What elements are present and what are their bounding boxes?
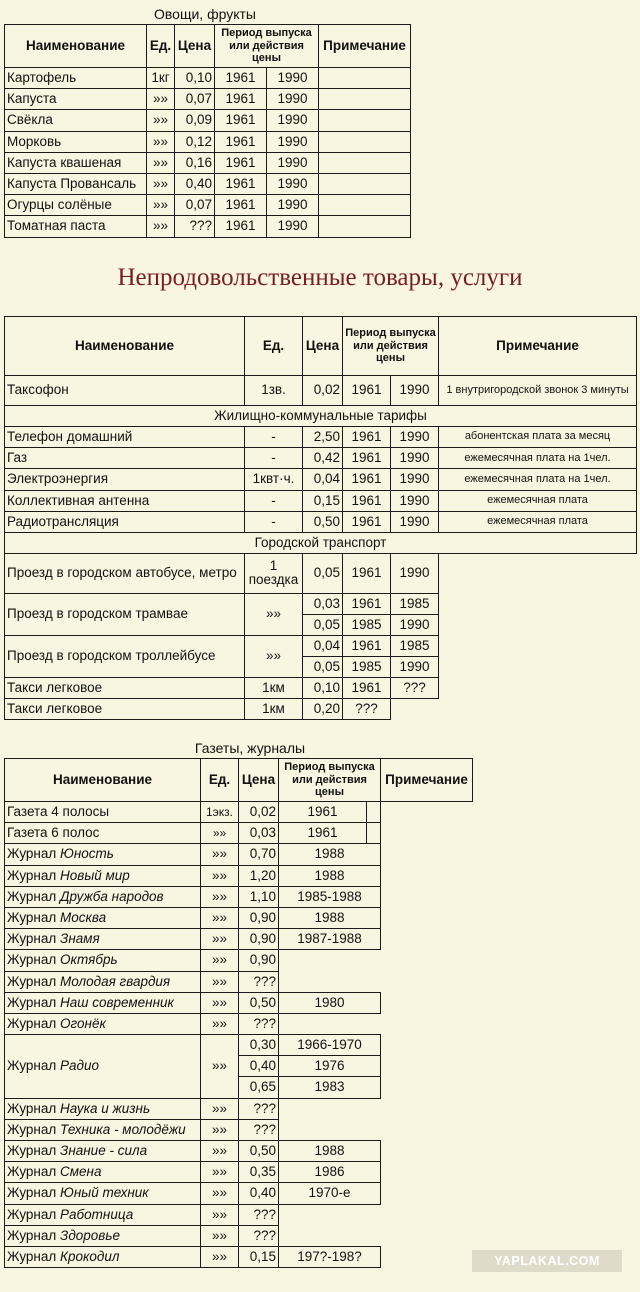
item-unit: 1квт·ч. (245, 469, 303, 490)
item-unit: »» (147, 216, 175, 237)
header-note: Примечание (381, 759, 473, 802)
item-note: ежемесячная плата на 1чел. (439, 469, 637, 490)
period-start: 1961 (343, 511, 391, 532)
header-period: Период выпуска или действия цены (215, 25, 319, 68)
item-name: Таксофон (5, 376, 245, 406)
item-name: Проезд в городском трамвае (5, 593, 245, 635)
journal-title: Октябрь (60, 952, 118, 968)
journal-prefix: Журнал (7, 1248, 57, 1264)
section-row (5, 406, 637, 427)
item-price: ??? (239, 1204, 279, 1225)
item-price: 0,35 (239, 1162, 279, 1183)
journal-name (5, 1119, 201, 1140)
item-unit: 1зв. (245, 376, 303, 406)
period-end: 1990 (267, 152, 319, 173)
food-price-table (4, 24, 411, 238)
empty-note (381, 802, 473, 1268)
empty-cell (279, 1098, 381, 1119)
period-end: 1990 (267, 216, 319, 237)
item-note: 1 внутригородской звонок 3 минуты (439, 376, 637, 406)
item-price: 2,50 (303, 427, 343, 448)
period-end: 1990 (391, 614, 439, 635)
section-row (5, 532, 637, 553)
period-end: 1990 (267, 131, 319, 152)
journal-prefix: Журнал (7, 1185, 57, 1201)
item-unit: »» (147, 173, 175, 194)
period: 1985-1988 (279, 886, 381, 907)
item-price: 0,70 (239, 844, 279, 865)
section-title: Жилищно-коммунальные тарифы (5, 406, 637, 427)
period-start: 1961 (215, 216, 267, 237)
item-unit: »» (201, 844, 239, 865)
item-name: Коллективная антенна (5, 490, 245, 511)
period: 1976 (279, 1056, 381, 1077)
header-row (5, 759, 473, 802)
period: 1966-1970 (279, 1035, 381, 1056)
journal-prefix: Журнал (7, 994, 57, 1010)
empty-cell (279, 1119, 381, 1140)
item-unit: »» (201, 907, 239, 928)
item-price: 1,10 (239, 886, 279, 907)
period-start: 1961 (215, 152, 267, 173)
table-row (5, 89, 411, 110)
item-name: Огурцы солёные (5, 195, 147, 216)
item-price: 0,20 (303, 698, 343, 719)
item-unit: »» (147, 195, 175, 216)
empty-cell (391, 698, 439, 719)
item-unit: »» (201, 886, 239, 907)
item-note (319, 68, 411, 89)
period-end: 1990 (267, 195, 319, 216)
item-price: 0,10 (175, 68, 215, 89)
item-unit: 1км (245, 698, 303, 719)
period-start: 1961 (343, 427, 391, 448)
item-unit: »» (201, 865, 239, 886)
period-end: 1990 (391, 448, 439, 469)
period: 1961 (279, 823, 367, 844)
item-note (319, 216, 411, 237)
header-name: Наименование (5, 317, 245, 376)
period-end: 1990 (391, 511, 439, 532)
item-price: 0,50 (303, 511, 343, 532)
item-price: 0,40 (239, 1056, 279, 1077)
press-caption: Газеты, журналы (194, 740, 306, 756)
journal-title: Юный техник (60, 1185, 149, 1201)
item-price: 0,50 (239, 1141, 279, 1162)
item-name: Капуста квашеная (5, 152, 147, 173)
item-unit: »» (201, 1204, 239, 1225)
period: 1987-1988 (279, 929, 381, 950)
item-unit: »» (201, 1162, 239, 1183)
table-row (5, 553, 637, 593)
item-price: 0,07 (175, 89, 215, 110)
journal-title: Наука и жизнь (60, 1100, 151, 1116)
journal-title: Наш современник (60, 994, 174, 1010)
period-end: 1985 (391, 593, 439, 614)
period-end: 1990 (267, 89, 319, 110)
period-end: 1990 (391, 490, 439, 511)
item-unit: »» (147, 89, 175, 110)
item-unit: »» (201, 1183, 239, 1204)
journal-title: Юность (60, 846, 114, 862)
table-row (5, 195, 411, 216)
period-end: 1990 (391, 553, 439, 593)
item-price: 0,04 (303, 635, 343, 656)
period-start: 1961 (343, 448, 391, 469)
table-row (5, 427, 637, 448)
journal-prefix: Журнал (7, 1058, 57, 1074)
journal-name (5, 1246, 201, 1267)
journal-name (5, 929, 201, 950)
period-start: ??? (343, 698, 391, 719)
header-unit: Ед. (147, 25, 175, 68)
item-note: ежемесячная плата на 1чел. (439, 448, 637, 469)
item-note: ежемесячная плата (439, 490, 637, 511)
period-start: 1961 (343, 553, 391, 593)
item-price: 0,90 (239, 907, 279, 928)
header-row (5, 25, 411, 68)
item-name: Капуста (5, 89, 147, 110)
period: 1988 (279, 844, 381, 865)
journal-title: Огонёк (60, 1015, 106, 1031)
header-note: Примечание (439, 317, 637, 376)
header-price: Цена (239, 759, 279, 802)
item-unit: - (245, 490, 303, 511)
item-note (319, 110, 411, 131)
period-end: 1990 (391, 656, 439, 677)
item-note (319, 195, 411, 216)
period: 1961 (279, 802, 367, 823)
journal-name (5, 1035, 201, 1099)
period-start: 1961 (215, 89, 267, 110)
item-name: Томатная паста (5, 216, 147, 237)
item-name: Радиотрансляция (5, 511, 245, 532)
period-end: 1990 (267, 173, 319, 194)
header-name: Наименование (5, 759, 201, 802)
header-name: Наименование (5, 25, 147, 68)
table-row (5, 131, 411, 152)
item-unit: »» (201, 971, 239, 992)
period-start: 1961 (215, 195, 267, 216)
watermark-logo: YAPLAKAL.COM (472, 1250, 622, 1272)
period-extra (367, 802, 381, 823)
journal-title: Новый мир (60, 867, 130, 883)
period-start: 1961 (215, 110, 267, 131)
item-unit: »» (147, 110, 175, 131)
item-price: ??? (239, 1225, 279, 1246)
food-caption: Овощи, фрукты (154, 6, 256, 22)
journal-prefix: Журнал (7, 846, 57, 862)
journal-title: Молодая гвардия (60, 973, 171, 989)
item-unit: »» (201, 1119, 239, 1140)
item-note: ежемесячная плата (439, 511, 637, 532)
period: 1988 (279, 865, 381, 886)
header-row (5, 317, 637, 376)
table-row (5, 448, 637, 469)
item-unit: - (245, 427, 303, 448)
item-unit: »» (245, 593, 303, 635)
journal-prefix: Журнал (7, 931, 57, 947)
item-unit: »» (147, 131, 175, 152)
item-name: Такси легковое (5, 677, 245, 698)
table-row (5, 110, 411, 131)
period-start: 1961 (343, 677, 391, 698)
item-price: 0,90 (239, 950, 279, 971)
journal-name (5, 1183, 201, 1204)
item-price: 0,05 (303, 553, 343, 593)
period-start: 1961 (215, 173, 267, 194)
journal-prefix: Журнал (7, 1227, 57, 1243)
journal-prefix: Журнал (7, 888, 57, 904)
item-unit: »» (201, 823, 239, 844)
item-name: Такси легковое (5, 698, 245, 719)
item-price: ??? (239, 1119, 279, 1140)
empty-cell (279, 950, 381, 971)
period: 1988 (279, 1141, 381, 1162)
item-price: 0,40 (175, 173, 215, 194)
journal-prefix: Журнал (7, 1143, 57, 1158)
period-end: 1985 (391, 635, 439, 656)
journal-title: Смена (60, 1164, 102, 1180)
table-row (5, 216, 411, 237)
period-start: 1961 (343, 593, 391, 614)
item-price: 0,02 (239, 802, 279, 823)
item-unit: »» (201, 992, 239, 1013)
header-period: Период выпуска или действия цены (279, 759, 381, 802)
journal-name (5, 865, 201, 886)
item-unit: - (245, 448, 303, 469)
item-unit: 1кг (147, 68, 175, 89)
item-unit: »» (201, 950, 239, 971)
header-price: Цена (175, 25, 215, 68)
journal-name (5, 1013, 201, 1034)
item-price: 0,03 (239, 823, 279, 844)
period-start: 1961 (215, 68, 267, 89)
empty-cell (279, 1204, 381, 1225)
journal-title: Работница (60, 1206, 134, 1222)
journal-name (5, 1098, 201, 1119)
journal-prefix: Журнал (7, 973, 57, 989)
item-unit: »» (201, 1246, 239, 1267)
item-note (319, 152, 411, 173)
period-start: 1961 (215, 131, 267, 152)
item-price: 0,15 (239, 1246, 279, 1267)
journal-prefix: Журнал (7, 909, 57, 925)
period-start: 1961 (343, 469, 391, 490)
journal-name (5, 950, 201, 971)
header-unit: Ед. (201, 759, 239, 802)
period-start: 1985 (343, 614, 391, 635)
journal-title: Радио (60, 1058, 100, 1074)
period-start: 1961 (343, 490, 391, 511)
table-row (5, 469, 637, 490)
item-price: 1,20 (239, 865, 279, 886)
journal-prefix: Журнал (7, 1100, 57, 1116)
item-unit: 1экз. (201, 802, 239, 823)
journal-prefix: Журнал (7, 952, 57, 968)
item-unit: - (245, 511, 303, 532)
header-price: Цена (303, 317, 343, 376)
item-name: Электроэнергия (5, 469, 245, 490)
item-price: 0,09 (175, 110, 215, 131)
item-price: 0,90 (239, 929, 279, 950)
table-row (5, 802, 473, 823)
journal-name (5, 1204, 201, 1225)
table-row (5, 490, 637, 511)
journal-title: Дружба народов (60, 888, 164, 904)
item-price: 0,15 (303, 490, 343, 511)
period: 1980 (279, 992, 381, 1013)
item-price: 0,16 (175, 152, 215, 173)
table-row (5, 152, 411, 173)
item-name: Газета 6 полос (5, 823, 201, 844)
table-row (5, 68, 411, 89)
period-end: ??? (391, 677, 439, 698)
item-unit: »» (201, 1141, 239, 1162)
journal-name (5, 992, 201, 1013)
item-note (319, 173, 411, 194)
journal-name (5, 1225, 201, 1246)
item-price: 0,10 (303, 677, 343, 698)
item-price: 0,03 (303, 593, 343, 614)
journal-prefix: Журнал (7, 1164, 57, 1180)
item-note (319, 131, 411, 152)
period-end: 1990 (391, 469, 439, 490)
item-price: 0,04 (303, 469, 343, 490)
nonfood-title: Непродовольственные товары, услуги (117, 264, 523, 291)
journal-prefix: Журнал (7, 1015, 57, 1031)
item-price: ??? (239, 1098, 279, 1119)
journal-prefix: Журнал (7, 1206, 57, 1222)
journal-title: Здоровье (60, 1227, 120, 1243)
journal-title: Техника - молодёжи (60, 1121, 186, 1137)
item-unit: 1 поездка (245, 553, 303, 593)
header-unit: Ед. (245, 317, 303, 376)
period-extra (367, 823, 381, 844)
item-note: абонентская плата за месяц (439, 427, 637, 448)
header-period: Период выпуска или действия цены (343, 317, 439, 376)
table-row (5, 173, 411, 194)
item-name: Свёкла (5, 110, 147, 131)
journal-name (5, 1141, 201, 1162)
empty-note (439, 553, 637, 719)
journal-name (5, 886, 201, 907)
journal-name (5, 907, 201, 928)
period-end: 1990 (267, 110, 319, 131)
item-name: Телефон домашний (5, 427, 245, 448)
item-name: Проезд в городском автобусе, метро (5, 553, 245, 593)
period-start: 1985 (343, 656, 391, 677)
item-unit: »» (201, 1013, 239, 1034)
period-start: 1961 (343, 635, 391, 656)
item-price: ??? (239, 971, 279, 992)
item-price: ??? (175, 216, 215, 237)
item-price: 0,05 (303, 614, 343, 635)
journal-title: Крокодил (60, 1248, 120, 1264)
item-price: 0,42 (303, 448, 343, 469)
empty-cell (279, 1013, 381, 1034)
period-end: 1990 (391, 427, 439, 448)
journal-name (5, 971, 201, 992)
section-title: Городской транспорт (5, 532, 637, 553)
period: 1970-е (279, 1183, 381, 1204)
period-end: 1990 (391, 376, 439, 406)
journal-title: Знамя (60, 931, 100, 947)
item-price: 0,40 (239, 1183, 279, 1204)
nonfood-price-table (4, 316, 637, 720)
item-unit: »» (245, 635, 303, 677)
item-unit: »» (201, 1035, 239, 1099)
item-name: Морковь (5, 131, 147, 152)
item-price: 0,65 (239, 1077, 279, 1098)
table-row (5, 511, 637, 532)
period: 1986 (279, 1162, 381, 1183)
journal-title: Знание - сила (60, 1143, 148, 1158)
empty-cell (279, 1225, 381, 1246)
item-price: 0,30 (239, 1035, 279, 1056)
header-note: Примечание (319, 25, 411, 68)
journal-name (5, 844, 201, 865)
item-unit: »» (201, 929, 239, 950)
item-price: 0,05 (303, 656, 343, 677)
item-name: Капуста Провансаль (5, 173, 147, 194)
press-price-table (4, 758, 473, 1268)
journal-name (5, 1162, 201, 1183)
journal-title: Москва (60, 909, 107, 925)
table-row (5, 376, 637, 406)
item-name: Картофель (5, 68, 147, 89)
item-price: 0,07 (175, 195, 215, 216)
item-name: Газета 4 полосы (5, 802, 201, 823)
item-unit: 1км (245, 677, 303, 698)
item-unit: »» (201, 1098, 239, 1119)
journal-prefix: Журнал (7, 1121, 57, 1137)
item-unit: »» (201, 1225, 239, 1246)
period-start: 1961 (343, 376, 391, 406)
period: 1983 (279, 1077, 381, 1098)
item-price: 0,50 (239, 992, 279, 1013)
item-name: Газ (5, 448, 245, 469)
item-name: Проезд в городском троллейбусе (5, 635, 245, 677)
period: 197?-198? (279, 1246, 381, 1267)
period: 1988 (279, 907, 381, 928)
item-note (319, 89, 411, 110)
item-price: 0,02 (303, 376, 343, 406)
period-end: 1990 (267, 68, 319, 89)
journal-prefix: Журнал (7, 867, 57, 883)
empty-cell (279, 971, 381, 992)
item-unit: »» (147, 152, 175, 173)
item-price: ??? (239, 1013, 279, 1034)
item-price: 0,12 (175, 131, 215, 152)
